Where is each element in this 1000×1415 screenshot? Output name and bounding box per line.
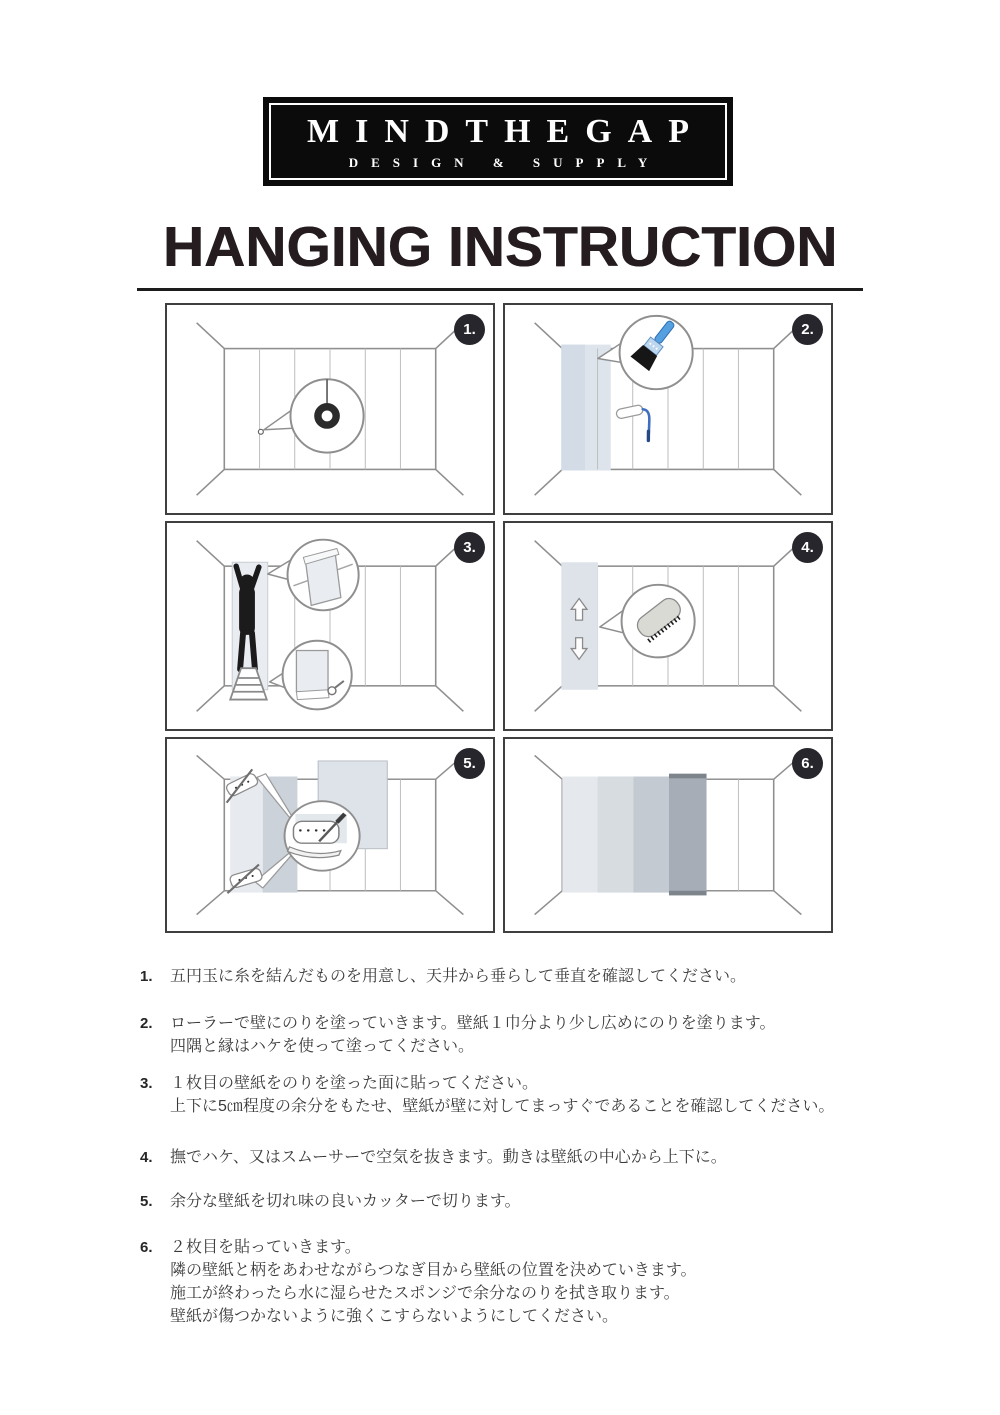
plumb-mark-dot xyxy=(258,429,263,434)
step-panel-4 xyxy=(503,521,833,731)
instruction-line: ２枚目を貼っていきます。 xyxy=(170,1239,361,1256)
smoother-icon xyxy=(293,821,338,843)
step-2-illustration xyxy=(505,305,831,513)
brand-tagline: DESIGN & SUPPLY xyxy=(348,154,661,170)
step-number-badge: 5. xyxy=(454,748,485,779)
step-3-illustration xyxy=(167,523,493,729)
instruction-number: 2. xyxy=(140,1015,153,1032)
instruction-line: 余分な壁紙を切れ味の良いカッターで切ります。 xyxy=(170,1193,521,1210)
wallpaper-strip xyxy=(561,562,598,690)
instruction-number: 6. xyxy=(140,1239,153,1256)
instruction-item-2 xyxy=(140,1012,930,1058)
paste-area-strip xyxy=(561,345,585,471)
instruction-line: 施工が終わったら水に湿らせたスポンジで余分なのりを拭き取ります。 xyxy=(170,1285,680,1302)
wallpaper-strips-gradient xyxy=(562,774,706,896)
instruction-item-5 xyxy=(140,1190,930,1213)
instruction-number: 5. xyxy=(140,1193,153,1210)
instruction-line: １枚目の壁紙をのりを塗った面に貼ってください。 xyxy=(170,1075,539,1092)
brand-logo xyxy=(263,97,733,186)
instruction-line: 壁紙が傷つかないように強くこすらないようにしてください。 xyxy=(170,1308,619,1325)
instruction-item-3 xyxy=(140,1072,930,1118)
step-panel-5 xyxy=(165,737,495,933)
heading-underline xyxy=(137,288,863,291)
instruction-line: 隣の壁紙と柄をあわせながらつなぎ目から壁紙の位置を決めていきます。 xyxy=(170,1262,697,1279)
instruction-line: 上下に5㎝程度の余分をもたせ、壁紙が壁に対してまっすぐであることを確認してください。 xyxy=(170,1098,835,1115)
step-panel-3 xyxy=(165,521,495,731)
instruction-number: 3. xyxy=(140,1075,153,1092)
step-6-illustration xyxy=(505,739,831,931)
instruction-line: 五円玉に糸を結んだものを用意し、天井から垂らして垂直を確認してください。 xyxy=(170,968,747,985)
instruction-line: 四隅と縁はハケを使って塗ってください。 xyxy=(170,1038,475,1055)
step-5-illustration xyxy=(167,739,493,931)
step-number-badge: 3. xyxy=(454,532,485,563)
instruction-item-6 xyxy=(140,1236,930,1328)
instruction-item-4 xyxy=(140,1146,930,1169)
brand-logo-frame xyxy=(269,103,727,180)
step-panel-6 xyxy=(503,737,833,933)
step-1-illustration xyxy=(167,305,493,513)
step-number-badge: 4. xyxy=(792,532,823,563)
step-number-badge: 1. xyxy=(454,314,485,345)
instruction-number: 1. xyxy=(140,968,153,985)
instruction-item-1 xyxy=(140,965,930,988)
brand-name: MINDTHEGAP xyxy=(307,112,705,150)
step-panel-2 xyxy=(503,303,833,515)
step-4-illustration xyxy=(505,523,831,729)
instruction-number: 4. xyxy=(140,1149,153,1166)
instruction-line: ローラーで壁にのりを塗っていきます。壁紙１巾分より少し広めにのりを塗ります。 xyxy=(170,1015,776,1032)
step-number-badge: 6. xyxy=(792,748,823,779)
step-number-badge: 2. xyxy=(792,314,823,345)
instruction-line: 撫でハケ、又はスムーサーで空気を抜きます。動きは壁紙の中心から上下に。 xyxy=(170,1149,727,1166)
page-title: HANGING INSTRUCTION xyxy=(162,215,838,279)
step-panel-1 xyxy=(165,303,495,515)
